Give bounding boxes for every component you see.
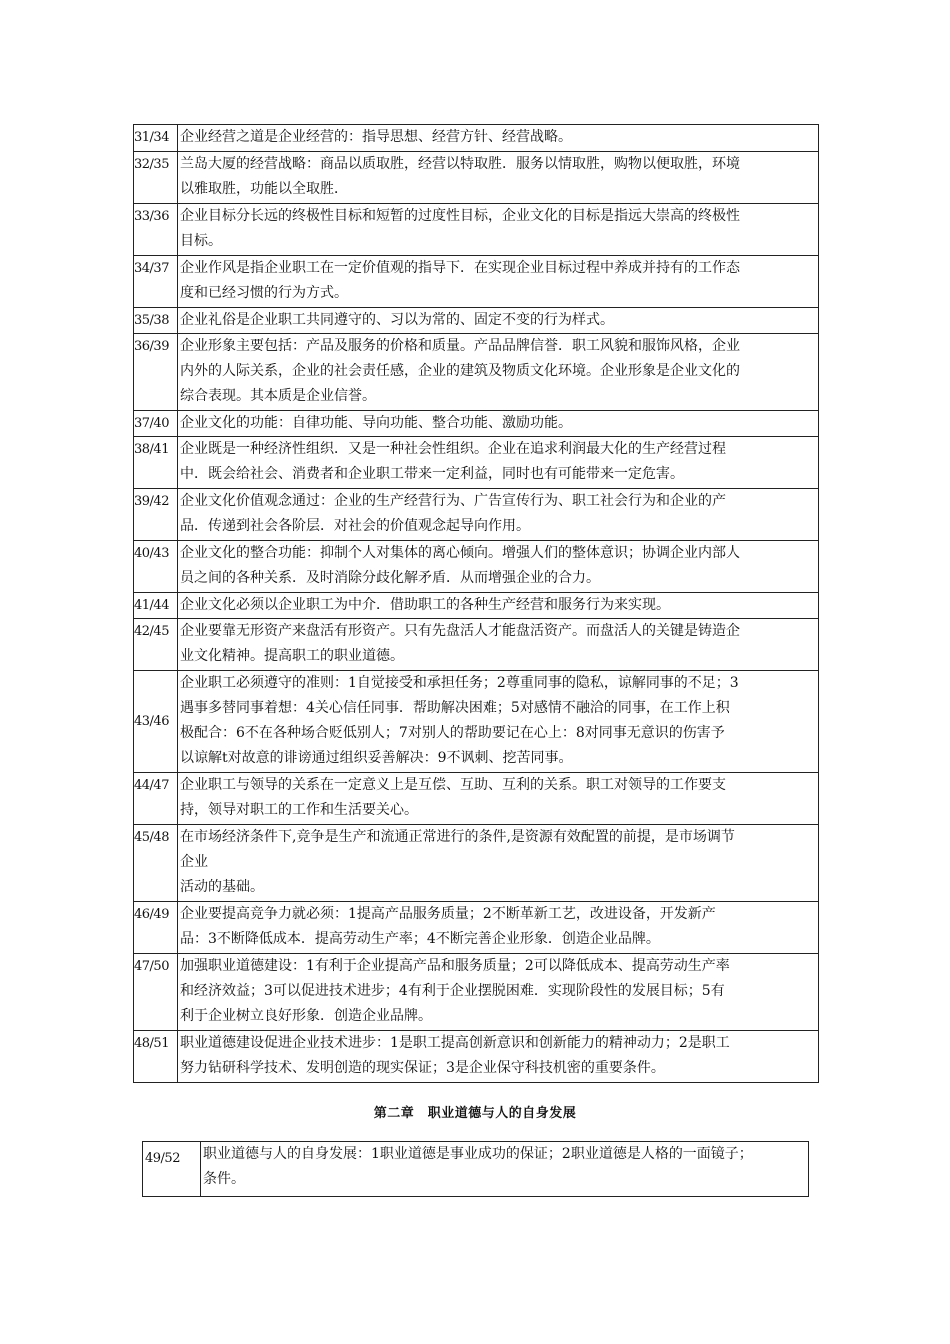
row-number: 31/34 [134, 125, 178, 152]
chapter2-table [142, 1141, 809, 1197]
row-text: 企业经营之道是企业经营的：指导思想、经营方针、经营战略。 [178, 125, 819, 152]
row-number: 32/35 [134, 152, 178, 204]
table-row [134, 619, 819, 671]
row-text: 企业目标分长远的终极性目标和短暂的过度性目标，企业文化的目标是指远大崇高的终极性 目标。 [178, 204, 819, 256]
row-number: 46/49 [134, 902, 178, 954]
row-text: 企业礼俗是企业职工共同遵守的、习以为常的、固定不变的行为样式。 [178, 308, 819, 334]
table-row [134, 152, 819, 204]
row-text: 企业形象主要包括：产品及服务的价格和质量。产品品牌信誉．职工风貌和服饰风格，企业 内外的人际关系，企业的社会责任感，企业的建筑及物质文化环境。企业形象是企业文化的 综合表现。其本质是企业信誉。 [178, 334, 819, 411]
row-number: 44/47 [134, 773, 178, 825]
table-row [134, 334, 819, 411]
row-text: 企业文化的功能：自律功能、导向功能、整合功能、激励功能。 [178, 411, 819, 437]
table-row [134, 411, 819, 437]
row-text: 企业职工必须遵守的准则：1自觉接受和承担任务；2尊重同事的隐私，谅解同事的不足；3 遇事多替同事着想：4关心信任同事．帮助解决困难；5对感情不融洽的同事，在工作上积 极配合：6不在各种场合贬低别人；7对别人的帮助要记在心上：8对同事无意识的伤害予 以谅解t对故意的诽谤通过组织妥善解决：9不讽刺、挖苦同事。 [178, 671, 819, 773]
row-text: 职业道德与人的自身发展：1职业道德是事业成功的保证；2职业道德是人格的一面镜子； 条件。 [201, 1142, 809, 1197]
row-number: 40/43 [134, 541, 178, 593]
row-number: 37/40 [134, 411, 178, 437]
row-number: 33/36 [134, 204, 178, 256]
row-text: 在市场经济条件下,竞争是生产和流通正常进行的条件,是资源有效配置的前提，是市场调节 企业 活动的基础。 [178, 825, 819, 902]
row-number: 41/44 [134, 593, 178, 619]
table-row [134, 773, 819, 825]
row-number: 34/37 [134, 256, 178, 308]
row-number: 43/46 [134, 671, 178, 773]
table-row [134, 902, 819, 954]
row-number: 39/42 [134, 489, 178, 541]
row-text: 企业文化必须以企业职工为中介．借助职工的各种生产经营和服务行为来实现。 [178, 593, 819, 619]
table-row [134, 825, 819, 902]
row-number: 49/52 [143, 1142, 201, 1197]
row-text: 企业职工与领导的关系在一定意义上是互偿、互助、互利的关系。职工对领导的工作要支 持，领导对职工的工作和生活要关心。 [178, 773, 819, 825]
row-text: 企业作风是指企业职工在一定价值观的指导下．在实现企业目标过程中养成并持有的工作态 度和已经习惯的行为方式。 [178, 256, 819, 308]
row-text: 加强职业道德建设：1有利于企业提高产品和服务质量；2可以降低成本、提高劳动生产率 和经济效益；3可以促进技术进步；4有利于企业摆脱困难．实现阶段性的发展目标；5有 利于企业树立良好形象．创造企业品牌。 [178, 954, 819, 1031]
row-number: 35/38 [134, 308, 178, 334]
row-text: 企业要靠无形资产来盘活有形资产。只有先盘活人才能盘活资产。而盘活人的关键是铸造企 业文化精神。提高职工的职业道德。 [178, 619, 819, 671]
chapter1-table [133, 124, 819, 1083]
row-text: 企业要提高竞争力就必须：1提高产品服务质量；2不断革新工艺，改进设备，开发新产 品：3不断降低成本．提高劳动生产率；4不断完善企业形象．创造企业品牌。 [178, 902, 819, 954]
table-row [134, 1031, 819, 1083]
row-number: 47/50 [134, 954, 178, 1031]
row-number: 36/39 [134, 334, 178, 411]
chapter-heading: 第二章 职业道德与人的自身发展 [373, 1106, 577, 1121]
table-row [134, 256, 819, 308]
table-row [134, 437, 819, 489]
table-row [134, 308, 819, 334]
table-row [134, 954, 819, 1031]
table-row [134, 204, 819, 256]
row-number: 48/51 [134, 1031, 178, 1083]
table-row [134, 125, 819, 152]
table-row [134, 541, 819, 593]
table-row [134, 593, 819, 619]
table-row [134, 489, 819, 541]
row-text: 企业文化的整合功能：抑制个人对集体的离心倾向。增强人们的整体意识；协调企业内部人 员之间的各种关系．及时消除分歧化解矛盾．从而增强企业的合力。 [178, 541, 819, 593]
table-row [143, 1142, 809, 1197]
row-number: 38/41 [134, 437, 178, 489]
table-row [134, 671, 819, 773]
row-text: 企业既是一种经济性组织．又是一种社会性组织。企业在追求利润最大化的生产经营过程 中．既会给社会、消费者和企业职工带来一定利益，同时也有可能带来一定危害。 [178, 437, 819, 489]
row-text: 兰岛大厦的经营战略：商品以质取胜，经营以特取胜．服务以情取胜，购物以便取胜，环境 以雅取胜，功能以全取胜． [178, 152, 819, 204]
row-number: 45/48 [134, 825, 178, 902]
row-number: 42/45 [134, 619, 178, 671]
row-text: 企业文化价值观念通过：企业的生产经营行为、广告宣传行为、职工社会行为和企业的产 品．传递到社会各阶层．对社会的价值观念起导向作用。 [178, 489, 819, 541]
row-text: 职业道德建设促进企业技术进步：1是职工提高创新意识和创新能力的精神动力；2是职工 努力钻研科学技术、发明创造的现实保证；3是企业保守科技机密的重要条件。 [178, 1031, 819, 1083]
